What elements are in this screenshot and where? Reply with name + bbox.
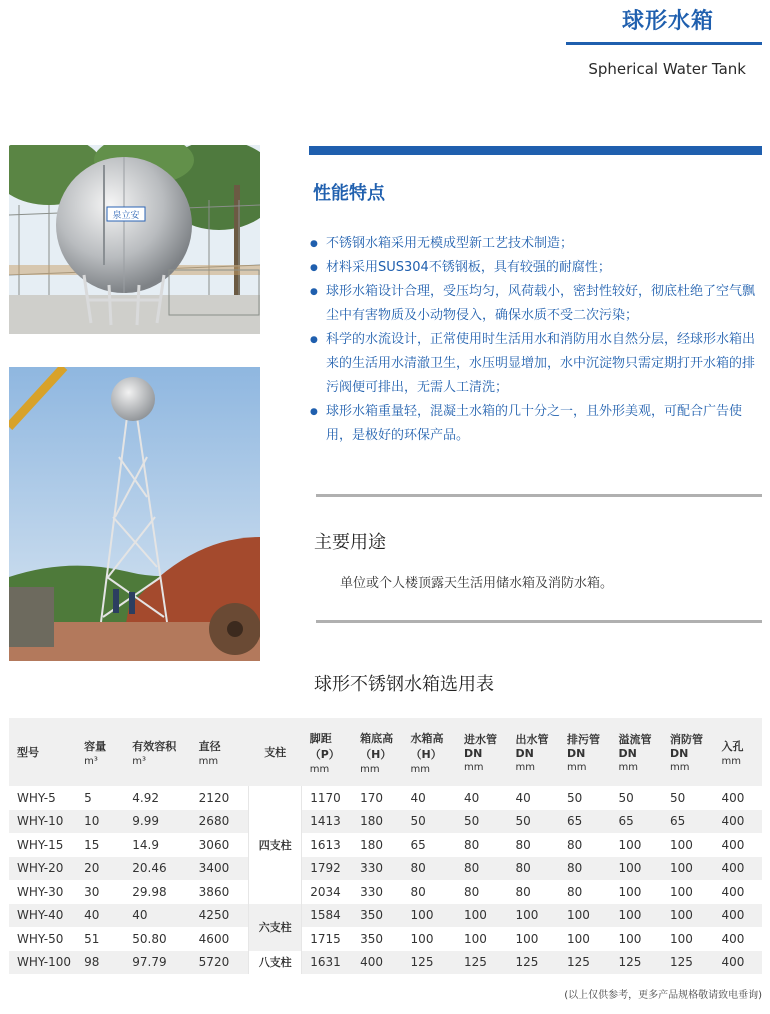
table-cell: 80 [456, 857, 507, 881]
table-header-row [9, 718, 762, 786]
table-cell: 100 [559, 904, 610, 928]
column-header [249, 718, 302, 786]
table-cell: 40 [124, 904, 190, 928]
table-cell: WHY-15 [17, 837, 64, 852]
column-header-unit: mm [618, 762, 638, 773]
uses-text: 单位或个人楼顶露天生活用储水箱及消防水箱。 [340, 576, 614, 591]
column-header [352, 718, 402, 786]
column-header [559, 718, 610, 786]
column-header-unit: mm [410, 763, 431, 775]
table-cell: 30 [84, 884, 100, 899]
table-cell: 40 [76, 904, 124, 928]
table-cell: 400 [713, 810, 762, 834]
table-cell: 80 [567, 837, 583, 852]
table-cell: 5 [84, 790, 92, 805]
table-cell: 400 [713, 951, 762, 975]
section-divider [316, 620, 762, 623]
support-cell: 四支柱 [249, 786, 302, 904]
table-cell: WHY-100 [9, 951, 76, 975]
table-cell: 350 [352, 904, 402, 928]
table-row [9, 880, 762, 904]
column-header-label: 入孔 [721, 739, 744, 753]
column-header-label: 有效容积 [132, 739, 177, 753]
table-cell: 80 [567, 884, 583, 899]
table-row [9, 927, 762, 951]
table-cell: 97.79 [124, 951, 190, 975]
column-header-unit: mm [515, 762, 535, 773]
table-row [9, 833, 762, 857]
column-header [302, 718, 352, 786]
tank-illustration [9, 145, 260, 334]
features-heading: 性能特点 [313, 183, 385, 204]
table-cell: WHY-50 [17, 931, 64, 946]
column-header-unit: m³ [84, 755, 98, 767]
table-cell: 100 [464, 931, 487, 946]
column-header-label: 排污管 DN [567, 733, 600, 760]
table-cell: 3400 [191, 857, 249, 881]
table-title: 球形不锈钢水箱选用表 [314, 674, 494, 695]
column-header-unit: mm [309, 763, 330, 775]
table-cell: WHY-5 [17, 790, 56, 805]
table-cell: 65 [610, 810, 661, 834]
feature-item: ● 球形水箱设计合理，受压均匀，风荷载小，密封性较好，彻底杜绝了空气飘尘中有害物质及小动物侵入，确保水质不受二次污染； [310, 280, 765, 328]
table-cell: 100 [669, 931, 693, 946]
photo-elevated-tank-tower [9, 367, 260, 661]
table-cell: 2034 [310, 884, 341, 899]
table-cell: WHY-20 [9, 857, 76, 881]
table-cell: 50 [456, 810, 507, 834]
table-cell: 100 [508, 904, 559, 928]
column-header-label: 容量 [84, 739, 107, 753]
table-cell: 100 [410, 931, 434, 946]
table-row [9, 904, 762, 928]
feature-item: ● 科学的水流设计，正常使用时生活用水和消防用水自然分层，经球形水箱出来的生活用水清澈卫生，水压明显增加，水中沉淀物只需定期打开水箱的排污阀便可排出，无需人工清洗； [310, 328, 765, 400]
table-cell: 100 [515, 931, 539, 946]
table-row [9, 786, 762, 810]
table-cell: 1631 [302, 951, 352, 975]
table-cell: 65 [662, 810, 713, 834]
column-header-label: 直径 [198, 739, 221, 753]
table-row [9, 951, 762, 975]
column-header-label: 箱底高 （H） [360, 731, 394, 761]
table-cell: 100 [662, 857, 713, 881]
table-cell: 170 [360, 790, 384, 805]
tank-logo: 泉立安 [112, 211, 140, 221]
column-header-unit: mm [721, 755, 741, 767]
table-cell: 65 [559, 810, 610, 834]
column-header-label: 水箱高 （H） [410, 731, 444, 761]
tower-illustration [9, 367, 260, 661]
table-cell: 3060 [198, 837, 230, 852]
column-header-unit: mm [669, 762, 690, 773]
table-cell: 125 [662, 951, 713, 975]
table-cell: 100 [567, 931, 590, 946]
table-cell: 125 [456, 951, 507, 975]
spec-table [9, 718, 762, 974]
table-cell: 80 [464, 884, 480, 899]
table-cell: 4250 [191, 904, 249, 928]
table-cell: 5720 [191, 951, 249, 975]
table-body [9, 786, 762, 974]
column-header-unit: mm [567, 762, 587, 773]
table-cell: 51 [84, 931, 100, 946]
column-header-label: 出水管 DN [515, 733, 549, 760]
table-cell: WHY-30 [17, 884, 64, 899]
table-cell: 400 [721, 790, 745, 805]
column-header [403, 718, 456, 786]
column-header-label: 进水管 DN [464, 733, 498, 760]
table-cell: 80 [508, 857, 559, 881]
table-cell: 100 [610, 857, 661, 881]
table-cell: 4.92 [132, 790, 159, 805]
table-cell: 15 [84, 837, 100, 852]
section-divider [316, 494, 762, 497]
table-cell: 80 [410, 884, 426, 899]
table-cell: 100 [610, 904, 661, 928]
footnote: (以上仅供参考，更多产品规格敬请致电垂询) [564, 990, 762, 1001]
table-cell: 80 [464, 837, 480, 852]
column-header-label: 脚距 （P） [309, 731, 340, 761]
table-cell: 100 [669, 884, 693, 899]
table-cell: 400 [352, 951, 402, 975]
table-cell: 400 [721, 884, 745, 899]
table-cell: 125 [403, 951, 456, 975]
column-header-unit: mm [360, 763, 380, 775]
section-accent-bar [309, 146, 762, 155]
column-header-label: 溢流管 DN [618, 733, 652, 760]
column-header-unit: mm [198, 755, 219, 767]
table-cell: 400 [713, 857, 762, 881]
table-cell: 50 [403, 810, 456, 834]
table-cell: 100 [618, 884, 642, 899]
column-header [76, 718, 124, 786]
title-underline [566, 42, 762, 45]
table-cell: 400 [721, 837, 745, 852]
table-cell: 330 [352, 857, 402, 881]
table-cell: 100 [618, 931, 642, 946]
table-cell: 3860 [198, 884, 230, 899]
table-cell: 1170 [310, 790, 341, 805]
table-cell: 50.80 [132, 931, 167, 946]
table-cell: 2120 [198, 790, 230, 805]
table-cell: 50 [618, 790, 634, 805]
table-cell: 125 [508, 951, 559, 975]
table-cell: 20.46 [124, 857, 190, 881]
column-header-label: 型号 [17, 746, 39, 759]
column-header-label: 消防管 DN [669, 733, 703, 760]
table-cell: WHY-40 [9, 904, 76, 928]
table-cell: 330 [360, 884, 384, 899]
table-cell: 180 [352, 810, 402, 834]
table-cell: 100 [618, 837, 642, 852]
table-cell: 125 [559, 951, 610, 975]
column-header [456, 718, 507, 786]
table-cell: 80 [403, 857, 456, 881]
table-cell: 4600 [198, 931, 230, 946]
table-cell: 350 [360, 931, 384, 946]
table-cell: 29.98 [132, 884, 167, 899]
uses-heading: 主要用途 [314, 532, 386, 553]
table-cell: 50 [567, 790, 583, 805]
table-cell: 40 [515, 790, 531, 805]
table-cell: 65 [410, 837, 426, 852]
column-header [662, 718, 713, 786]
table-cell: 180 [360, 837, 384, 852]
features-list [310, 232, 765, 448]
table-row [9, 857, 762, 881]
column-header-unit: m³ [132, 755, 147, 767]
table-cell: 80 [515, 884, 531, 899]
table-cell: WHY-10 [9, 810, 76, 834]
table-row [9, 810, 762, 834]
table-cell: 40 [464, 790, 480, 805]
table-cell: 100 [662, 904, 713, 928]
support-cell: 六支柱 [249, 904, 302, 951]
table-cell: 50 [669, 790, 686, 805]
column-header [610, 718, 661, 786]
column-header-unit: mm [464, 762, 484, 773]
page-title-area [0, 0, 770, 40]
table-cell: 9.99 [124, 810, 190, 834]
table-cell: 1413 [302, 810, 352, 834]
table-cell: 1584 [302, 904, 352, 928]
column-header [9, 718, 76, 786]
table-cell: 1792 [302, 857, 352, 881]
photo-spherical-tank [9, 145, 260, 334]
feature-item: ● 球形水箱重量轻，混凝土水箱的几十分之一，且外形美观，可配合广告使用，是极好的环保产品。 [310, 400, 765, 448]
table-cell: 100 [669, 837, 693, 852]
table-cell: 1613 [310, 837, 341, 852]
column-header [508, 718, 559, 786]
column-header [713, 718, 762, 786]
table-cell: 20 [76, 857, 124, 881]
table-cell: 400 [721, 931, 745, 946]
column-header [191, 718, 249, 786]
table-cell: 98 [76, 951, 124, 975]
table-cell: 100 [456, 904, 507, 928]
table-cell: 80 [559, 857, 610, 881]
table-cell: 400 [713, 904, 762, 928]
table-cell: 40 [410, 790, 426, 805]
table-cell: 2680 [191, 810, 249, 834]
column-header [124, 718, 190, 786]
table-cell: 1715 [310, 931, 341, 946]
page-title: 球形水箱 [621, 9, 714, 34]
table-cell: 100 [403, 904, 456, 928]
table-cell: 50 [508, 810, 559, 834]
table-cell: 80 [515, 837, 531, 852]
table-cell: 125 [610, 951, 661, 975]
feature-item: ● 材料采用SUS304不锈钢板，具有较强的耐腐性； [310, 256, 765, 280]
column-header-label: 支柱 [264, 746, 287, 759]
feature-item: ● 不锈钢水箱采用无模成型新工艺技术制造； [310, 232, 765, 256]
table-cell: 14.9 [132, 837, 159, 852]
table-cell: 10 [76, 810, 124, 834]
page-subtitle: Spherical Water Tank [588, 60, 746, 78]
support-cell: 八支柱 [249, 951, 302, 975]
